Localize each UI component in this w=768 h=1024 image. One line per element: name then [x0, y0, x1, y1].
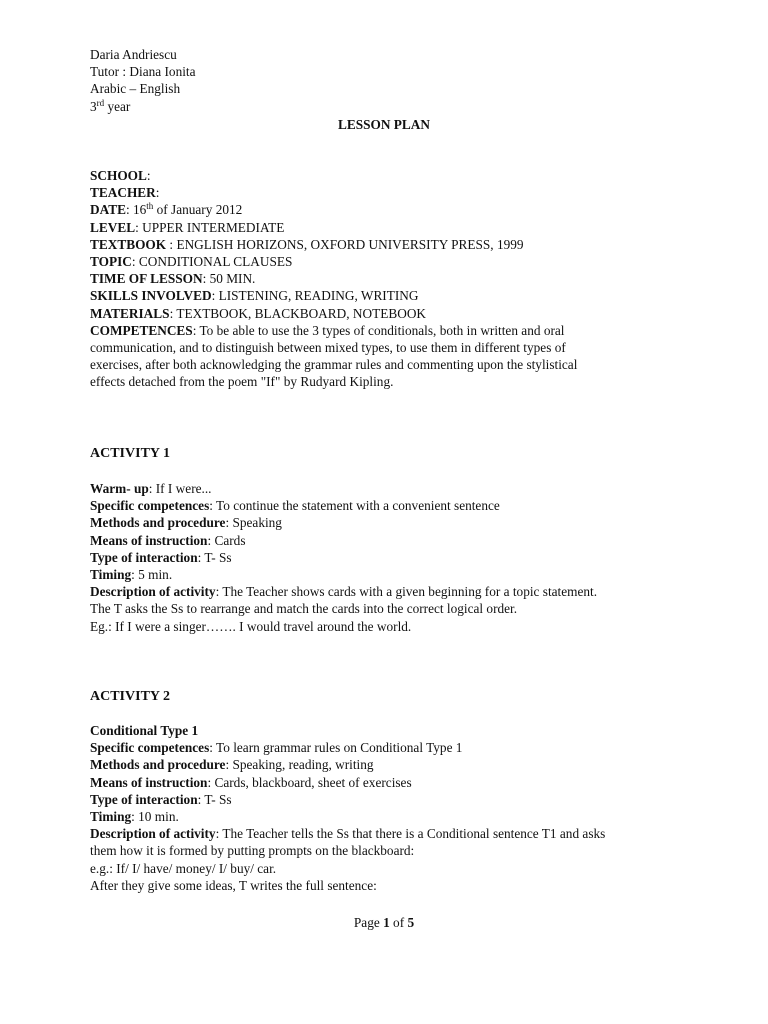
competences-text: communication, and to distinguish between mixed types, to use them in different types of [90, 340, 566, 356]
teacher-value: : [155, 185, 160, 201]
year-suffix: rd [96, 97, 105, 108]
interaction-label: Type of interaction [90, 791, 198, 807]
year-label: year [104, 98, 131, 114]
example-text: Eg.: If I were a singer……. I would travel around the world. [90, 618, 412, 634]
activity-2-subheading: Conditional Type 1 [90, 723, 199, 738]
tutor-name: Tutor : Diana Ionita [90, 64, 196, 80]
description-text: The T asks the Ss to rearrange and match the cards into the correct logical order. [90, 601, 518, 617]
date-label: DATE [90, 202, 126, 218]
interaction-value: : T- Ss [197, 549, 232, 565]
school-value: : [146, 168, 151, 183]
date-day: : 16 [125, 202, 147, 218]
page-number: 1 [383, 915, 390, 930]
timing-label: Timing [90, 567, 132, 583]
specific-competences-line [90, 497, 680, 514]
interaction-line [90, 791, 680, 808]
description-text: : The Teacher tells the Ss that there is a Conditional sentence T1 and asks [215, 826, 606, 842]
methods-value: : Speaking, reading, writing [225, 757, 374, 773]
skills-line [90, 287, 680, 304]
time-value: : 50 MIN. [202, 271, 256, 287]
means-line [90, 532, 680, 549]
means-value: : Cards, blackboard, sheet of exercises [207, 774, 412, 790]
timing-value: : 5 min. [131, 567, 173, 583]
teacher-line [90, 184, 680, 201]
language-pair: Arabic – English [90, 81, 181, 97]
specific-competences-line [90, 739, 680, 756]
level-label: LEVEL [90, 219, 136, 235]
competences-text: effects detached from the poem "If" by Rudyard Kipling. [90, 374, 394, 390]
time-label: TIME OF LESSON [90, 271, 203, 287]
lesson-info [90, 167, 680, 391]
page-title: LESSON PLAN [338, 117, 430, 132]
study-year [90, 98, 680, 115]
page-label: Page [353, 915, 384, 930]
means-value: : Cards [207, 532, 246, 548]
specific-competences-value: : To learn grammar rules on Conditional Type 1 [209, 740, 463, 756]
activity-2-heading: ACTIVITY 2 [90, 689, 170, 704]
timing-line [90, 808, 680, 825]
timing-value: : 10 min. [131, 809, 179, 825]
year-number: 3 [90, 98, 97, 114]
means-line [90, 774, 680, 791]
interaction-label: Type of interaction [90, 549, 198, 565]
page-total: 5 [407, 915, 415, 930]
materials-label: MATERIALS [90, 305, 170, 321]
methods-label: Methods and procedure [90, 757, 226, 773]
textbook-line [90, 236, 680, 253]
description-text: them how it is formed by putting prompts on the blackboard: [90, 843, 415, 859]
teacher-label: TEACHER [90, 185, 156, 201]
topic-value: : CONDITIONAL CLAUSES [131, 254, 293, 270]
school-label: SCHOOL [90, 168, 147, 183]
time-line [90, 270, 680, 287]
level-line [90, 219, 680, 236]
methods-label: Methods and procedure [90, 515, 226, 531]
skills-value: : LISTENING, READING, WRITING [211, 288, 419, 304]
warmup-value: : If I were... [148, 481, 212, 496]
author-name: Daria Andriescu [90, 47, 177, 62]
materials-line [90, 305, 680, 322]
specific-competences-label: Specific competences [90, 740, 210, 756]
activity-1-block [90, 480, 680, 635]
description-label: Description of activity [90, 584, 216, 600]
warmup-label: Warm- up [90, 481, 149, 496]
specific-competences-label: Specific competences [90, 498, 210, 514]
competences-text: exercises, after both acknowledging the grammar rules and commenting upon the stylistical [90, 357, 578, 373]
timing-line [90, 566, 680, 583]
timing-label: Timing [90, 809, 132, 825]
description-line [90, 825, 680, 842]
page-footer [0, 914, 768, 931]
school-line [90, 167, 680, 184]
of-label: of [389, 915, 408, 930]
date-suffix: th [146, 201, 154, 212]
skills-label: SKILLS INVOLVED [90, 288, 212, 304]
means-label: Means of instruction [90, 532, 208, 548]
interaction-line [90, 549, 680, 566]
competences-line [90, 322, 680, 339]
date-month-year: of January 2012 [153, 202, 243, 218]
topic-line [90, 253, 680, 270]
description-label: Description of activity [90, 826, 216, 842]
description-text: After they give some ideas, T writes the full sentence: [90, 877, 377, 893]
date-line [90, 201, 680, 218]
materials-value: : TEXTBOOK, BLACKBOARD, NOTEBOOK [169, 305, 427, 321]
competences-label: COMPETENCES [90, 322, 193, 338]
topic-label: TOPIC [90, 254, 132, 270]
warmup-line [90, 480, 680, 497]
activity-1-heading: ACTIVITY 1 [90, 446, 170, 461]
activity-2-block [90, 722, 680, 894]
description-text: : The Teacher shows cards with a given beginning for a topic statement. [215, 584, 598, 600]
specific-competences-value: : To continue the statement with a convenient sentence [209, 498, 500, 514]
methods-value: : Speaking [225, 515, 282, 531]
level-value: : UPPER INTERMEDIATE [135, 219, 285, 235]
interaction-value: : T- Ss [197, 791, 232, 807]
methods-line [90, 756, 680, 773]
textbook-label: TEXTBOOK [90, 236, 167, 252]
textbook-value: : ENGLISH HORIZONS, OXFORD UNIVERSITY PRESS, 1999 [166, 236, 524, 252]
means-label: Means of instruction [90, 774, 208, 790]
header-block [90, 46, 680, 115]
competences-text: : To be able to use the 3 types of conditionals, both in written and oral [192, 322, 565, 338]
methods-line [90, 514, 680, 531]
example-text: e.g.: If/ I/ have/ money/ I/ buy/ car. [90, 860, 277, 876]
description-line [90, 583, 680, 600]
